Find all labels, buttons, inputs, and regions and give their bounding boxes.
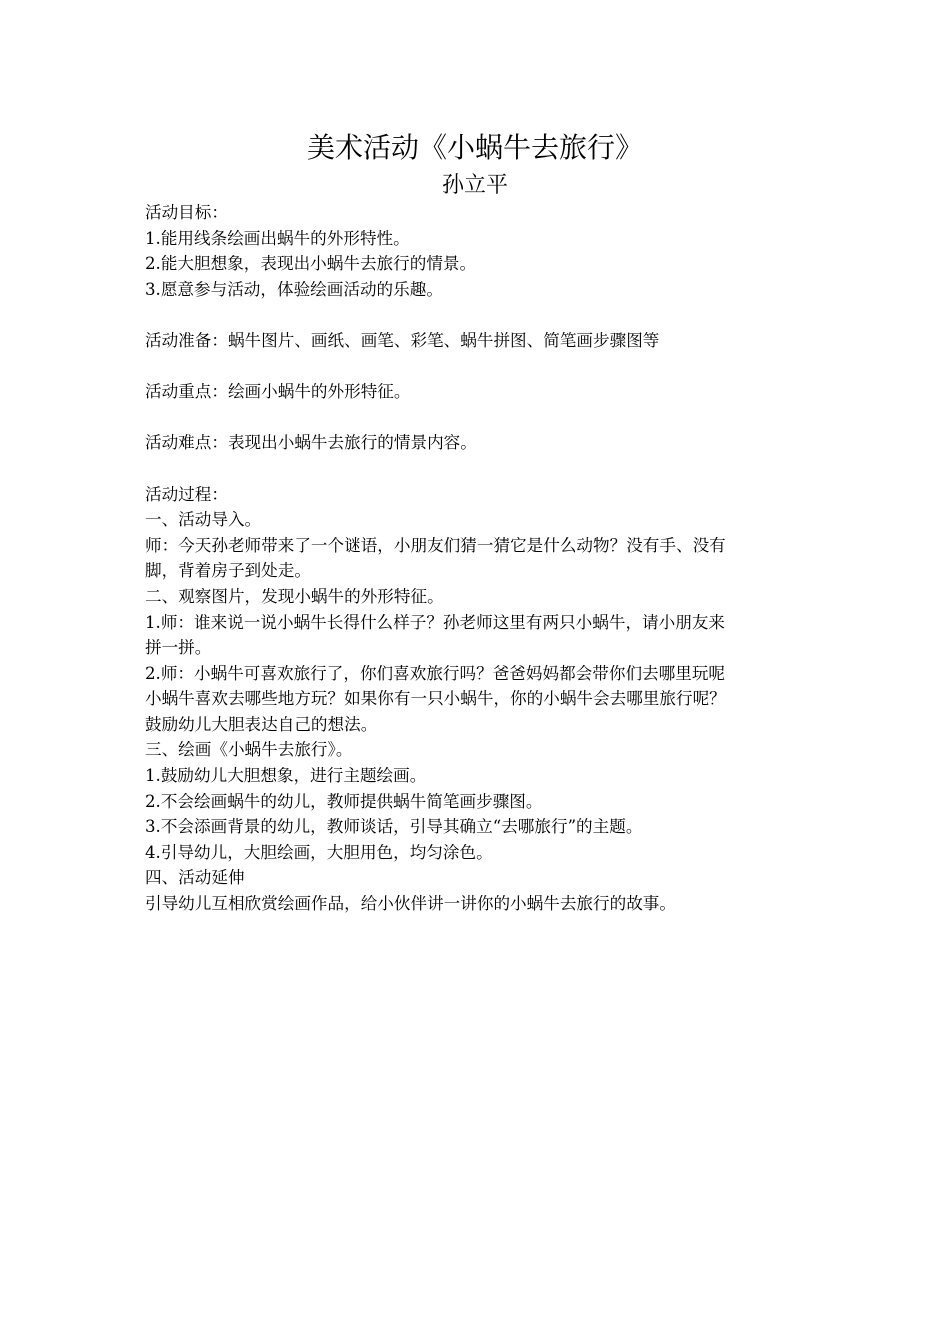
document-title: 美术活动《小蜗牛去旅行》 <box>306 131 643 164</box>
goal-item: 3.愿意参与活动，体验绘画活动的乐趣。 <box>145 279 443 299</box>
paragraph-gap <box>145 302 815 328</box>
document-body <box>145 200 815 917</box>
process-line: 引导幼儿互相欣赏绘画作品，给小伙伴讲一讲你的小蜗牛去旅行的故事。 <box>145 894 676 914</box>
paragraph-gap <box>145 354 815 380</box>
goals-heading: 活动目标： <box>145 203 228 222</box>
process-line: 1.鼓励幼儿大胆想象，进行主题绘画。 <box>145 766 427 786</box>
process-line: 脚，背着房子到处走。 <box>145 561 311 581</box>
paragraph-gap <box>145 405 815 431</box>
goal-item: 2.能大胆想象，表现出小蜗牛去旅行的情景。 <box>145 254 477 274</box>
process-line: 拼一拼。 <box>145 638 212 658</box>
process-heading: 活动过程： <box>145 484 228 504</box>
difficulty-line: 活动难点：表现出小蜗牛去旅行的情景内容。 <box>145 433 477 453</box>
process-line: 2.师：小蜗牛可喜欢旅行了，你们喜欢旅行吗？爸爸妈妈都会带你们去哪里玩呢 <box>145 663 726 683</box>
process-line: 1.师：谁来说一说小蜗牛长得什么样子？孙老师这里有两只小蜗牛，请小朋友来 <box>145 612 726 632</box>
process-line: 三、绘画《小蜗牛去旅行》。 <box>145 740 353 760</box>
paragraph-gap <box>145 456 815 482</box>
process-line: 二、观察图片，发现小蜗牛的外形特征。 <box>145 586 444 606</box>
document-author: 孙立平 <box>441 173 508 198</box>
key-point-line: 活动重点：绘画小蜗牛的外形特征。 <box>145 382 411 402</box>
process-line: 一、活动导入。 <box>145 510 262 530</box>
process-line: 四、活动延伸 <box>145 868 245 888</box>
process-line: 4.引导幼儿，大胆绘画，大胆用色，均匀涂色。 <box>145 842 493 862</box>
process-line: 3.不会添画背景的幼儿，教师谈话，引导其确立“去哪旅行”的主题。 <box>145 817 643 837</box>
goal-item: 1.能用线条绘画出蜗牛的外形特性。 <box>145 228 410 248</box>
process-line: 师：今天孙老师带来了一个谜语，小朋友们猜一猜它是什么动物？没有手、没有 <box>145 535 726 555</box>
preparation-line: 活动准备：蜗牛图片、画纸、画笔、彩笔、蜗牛拼图、简笔画步骤图等 <box>145 330 660 350</box>
process-line: 2.不会绘画蜗牛的幼儿，教师提供蜗牛简笔画步骤图。 <box>145 791 543 811</box>
process-line: 鼓励幼儿大胆表达自己的想法。 <box>145 714 378 734</box>
process-line: 小蜗牛喜欢去哪些地方玩？如果你有一只小蜗牛，你的小蜗牛会去哪里旅行呢？ <box>145 689 726 709</box>
